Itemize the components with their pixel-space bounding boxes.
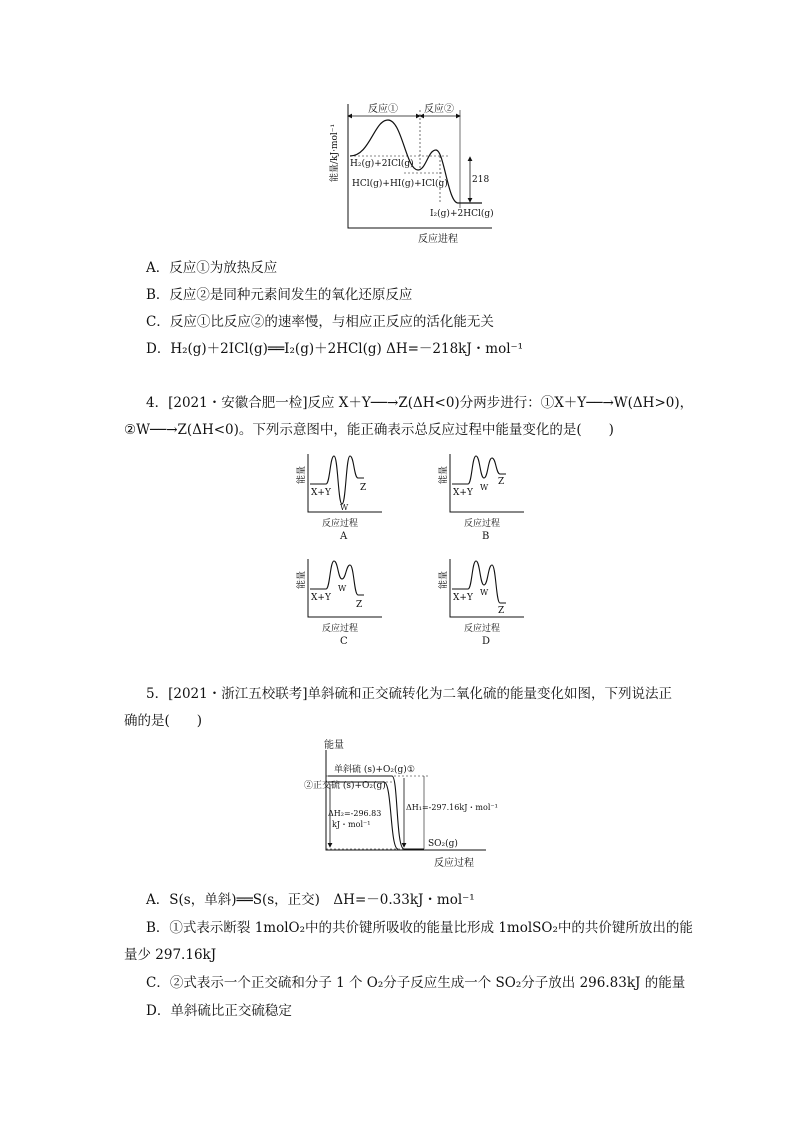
- q5-energy-diagram: [300, 738, 500, 878]
- q4-panel-d: [436, 555, 536, 647]
- q4-panel-c: [294, 555, 394, 647]
- q3-option-b: B．反应②是同种元素间发生的氧化还原反应: [146, 287, 413, 303]
- svg-text:反应过程: 反应过程: [464, 519, 501, 529]
- q3-products-label: I₂(g)+2HCl(g): [430, 209, 494, 219]
- svg-text:反应过程: 反应过程: [322, 519, 359, 529]
- q4-panel-letter-a: A: [340, 531, 348, 542]
- q3-delta-value: 218: [472, 175, 490, 185]
- q3-stage1-label: 反应①: [368, 104, 398, 115]
- q4-stem-line2: ②W──→Z(ΔH<0)。下列示意图中，能正确表示总反应过程中能量变化的是( ): [124, 422, 614, 438]
- svg-text:能量: 能量: [297, 465, 307, 484]
- q5-dh2-line2: kJ・mol⁻¹: [332, 820, 371, 829]
- svg-text:X+Y: X+Y: [453, 488, 473, 498]
- q5-y-axis-label: 能量: [324, 740, 344, 751]
- q3-energy-diagram: [322, 98, 502, 248]
- q4-panel-letter-b: B: [482, 531, 490, 542]
- svg-text:反应过程: 反应过程: [322, 624, 359, 634]
- q4-panel-b: [436, 450, 536, 542]
- svg-text:W: W: [480, 483, 489, 492]
- svg-text:W: W: [338, 584, 347, 593]
- q3-option-d: D．H₂(g)＋2ICl(g)══I₂(g)＋2HCl(g) ΔH=－218kJ・mol⁻¹: [146, 341, 524, 357]
- q5-option-d: D．单斜硫比正交硫稳定: [146, 1003, 292, 1019]
- svg-text:X+Y: X+Y: [453, 593, 473, 603]
- svg-text:反应过程: 反应过程: [464, 624, 501, 634]
- q4-panel-a: [294, 450, 394, 542]
- svg-text:X+Y: X+Y: [311, 488, 331, 498]
- q5-option-a: A．S(s，单斜)══S(s，正交) ΔH=－0.33kJ・mol⁻¹: [146, 892, 475, 908]
- q3-option-c: C．反应①比反应②的速率慢，与相应正反应的活化能无关: [146, 314, 494, 330]
- q4-panel-letter-c: C: [340, 636, 348, 647]
- q5-option-b-line1: B．①式表示断裂 1molO₂中的共价键所吸收的能量比形成 1molSO₂中的共价键所放出的能: [146, 920, 693, 936]
- svg-text:Z: Z: [498, 477, 505, 487]
- q5-stem-line1: 5．[2021・浙江五校联考]单斜硫和正交硫转化为二氧化硫的能量变化如图，下列说法正: [146, 686, 672, 702]
- svg-text:W: W: [480, 588, 489, 597]
- q3-option-a: A．反应①为放热反应: [146, 260, 278, 276]
- svg-text:能量: 能量: [439, 570, 449, 589]
- q5-dh2-line1: ΔH₂=-296.83: [328, 809, 382, 818]
- q5-monoclinic-label: 单斜硫 (s)+O₂(g)①: [334, 765, 415, 775]
- q3-stage2-label: 反应②: [424, 104, 454, 115]
- q3-y-axis-label: 能量/kJ·mol⁻¹: [330, 123, 340, 182]
- q5-dh1-label: ΔH₁=-297.16kJ・mol⁻¹: [406, 803, 498, 812]
- svg-text:X+Y: X+Y: [311, 593, 331, 603]
- q3-reactants-label: H₂(g)+2ICl(g): [350, 159, 414, 169]
- svg-text:能量: 能量: [297, 570, 307, 589]
- svg-text:Z: Z: [356, 600, 363, 610]
- q3-x-axis-label: 反应进程: [418, 234, 458, 245]
- q4-panel-letter-d: D: [482, 636, 491, 647]
- q5-option-b-line2: 量少 297.16kJ: [124, 947, 217, 963]
- q4-stem-line1: 4．[2021・安徽合肥一检]反应 X＋Y──→Z(ΔH<0)分两步进行：①X＋Y──→W(ΔH>0)，: [146, 395, 694, 411]
- q5-option-c: C．②式表示一个正交硫和分子 1 个 O₂分子反应生成一个 SO₂分子放出 296.83kJ 的能量: [146, 975, 686, 991]
- svg-text:能量: 能量: [439, 465, 449, 484]
- q5-rhombic-label: ②正交硫 (s)+O₂(g): [304, 781, 386, 791]
- svg-text:Z: Z: [360, 483, 367, 493]
- svg-text:W: W: [340, 503, 349, 512]
- svg-text:Z: Z: [498, 606, 505, 616]
- q3-intermediate-label: HCl(g)+HI(g)+ICl(g): [352, 179, 448, 189]
- q5-x-axis-label: 反应过程: [434, 858, 474, 869]
- q5-stem-line2: 确的是( ): [124, 713, 203, 729]
- q5-product-label: SO₂(g): [428, 839, 458, 849]
